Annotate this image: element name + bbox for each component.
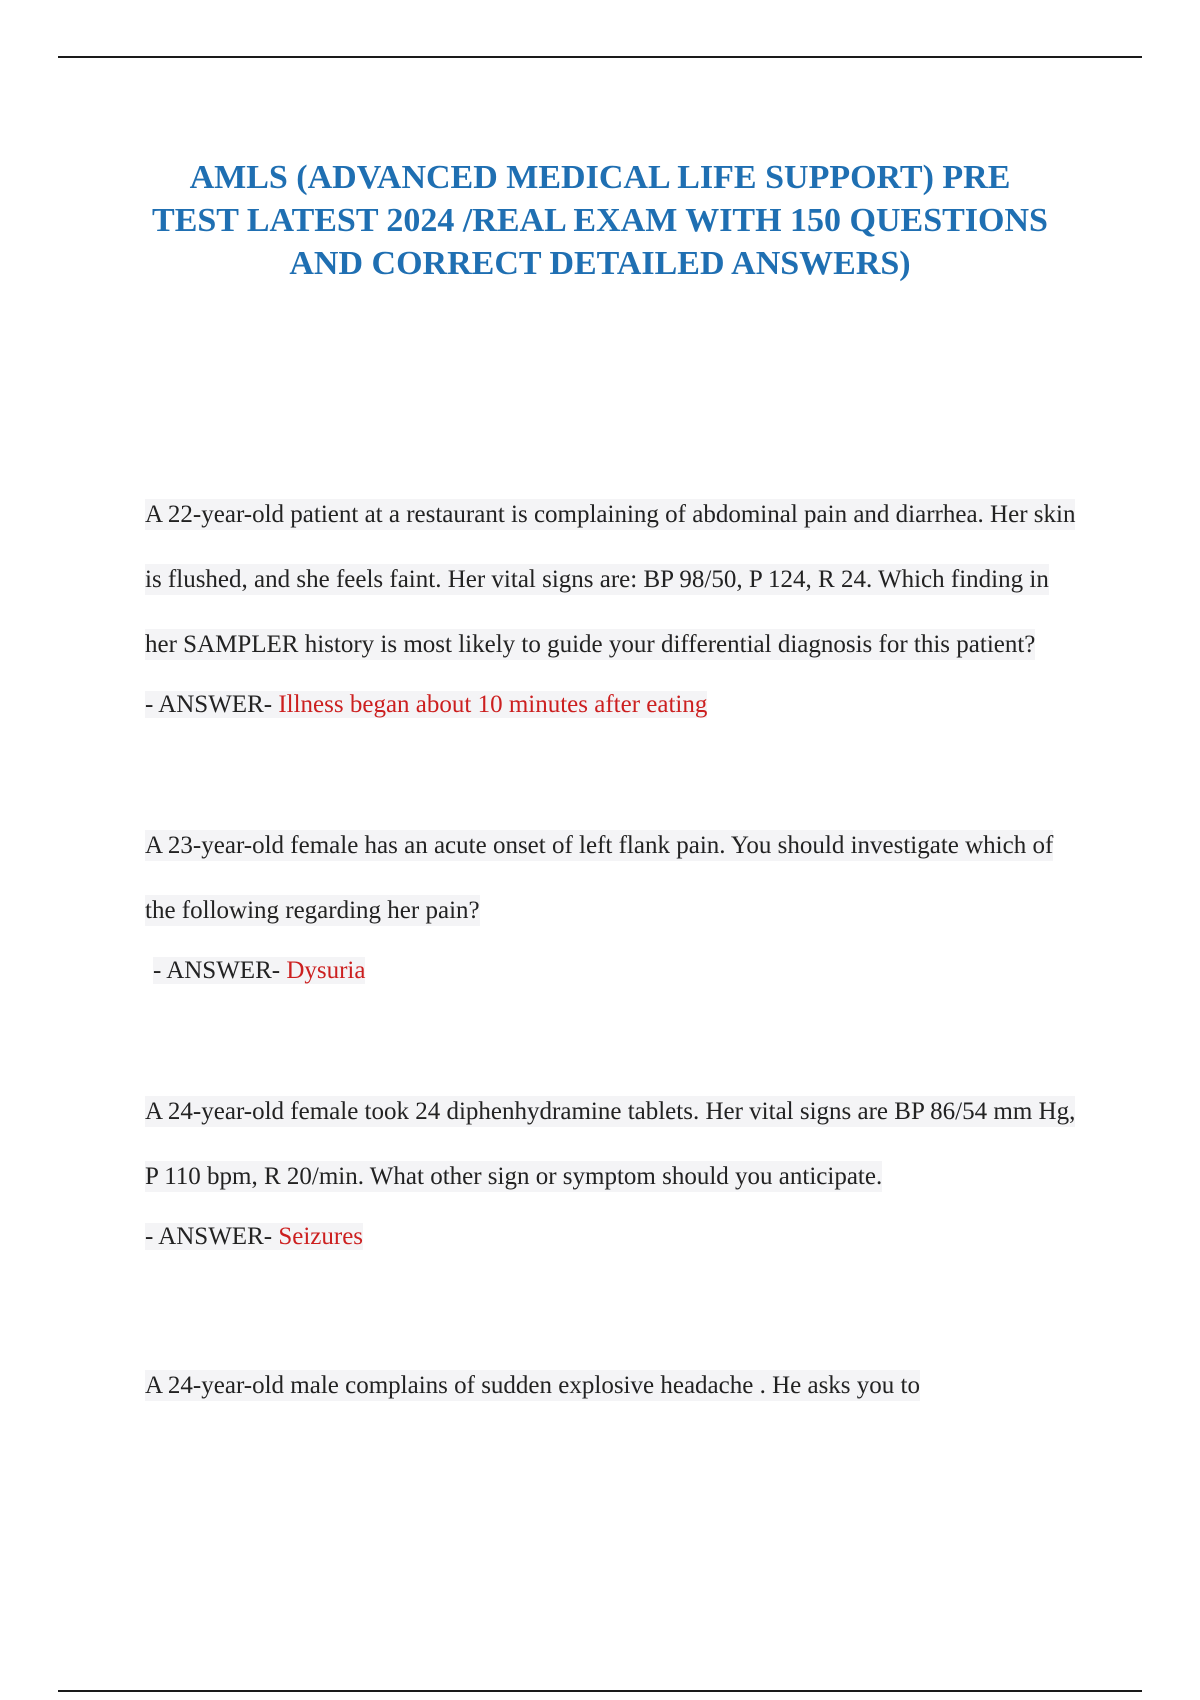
answer-line xyxy=(145,1217,1085,1257)
qa-item xyxy=(145,813,1085,991)
answer-line xyxy=(145,685,1085,725)
qa-item xyxy=(145,1079,1085,1257)
top-rule xyxy=(58,56,1142,58)
question-text: A 22-year-old patient at a restaurant is complaining of abdominal pain and diarrhea. Her skin is flushed, and she feels faint. Her vital signs are: BP 98/50, P 124, R 24. Which finding in her SAMPLER history is most likely to guide your differential diagnosis for this patient? xyxy=(145,501,1076,658)
answer-line xyxy=(145,951,1085,991)
answer-prefix: - ANSWER- xyxy=(145,691,279,718)
answer-value: Dysuria xyxy=(286,957,366,984)
answer-value: Seizures xyxy=(278,1223,364,1250)
answer-prefix: - ANSWER- xyxy=(153,957,287,984)
bottom-rule xyxy=(58,1690,1142,1692)
qa-list xyxy=(145,482,1085,1418)
question-text: A 24-year-old male complains of sudden explosive headache . He asks you to xyxy=(145,1372,920,1399)
answer-value: Illness began about 10 minutes after eating xyxy=(278,691,708,718)
qa-item xyxy=(145,1353,1085,1418)
question-text: A 23-year-old female has an acute onset of left flank pain. You should investigate which of the following regarding her pain? xyxy=(145,832,1054,924)
answer-prefix: - ANSWER- xyxy=(145,1223,279,1250)
qa-item xyxy=(145,482,1085,725)
document-title: AMLS (ADVANCED MEDICAL LIFE SUPPORT) PRE TEST LATEST 2024 /REAL EXAM WITH 150 QUESTIONS AND CORRECT DETAILED ANSWERS) xyxy=(152,159,1048,282)
question-text: A 24-year-old female took 24 diphenhydramine tablets. Her vital signs are BP 86/54 mm Hg, P 110 bpm, R 20/min. What other sign or symptom should you anticipate. xyxy=(145,1098,1076,1190)
